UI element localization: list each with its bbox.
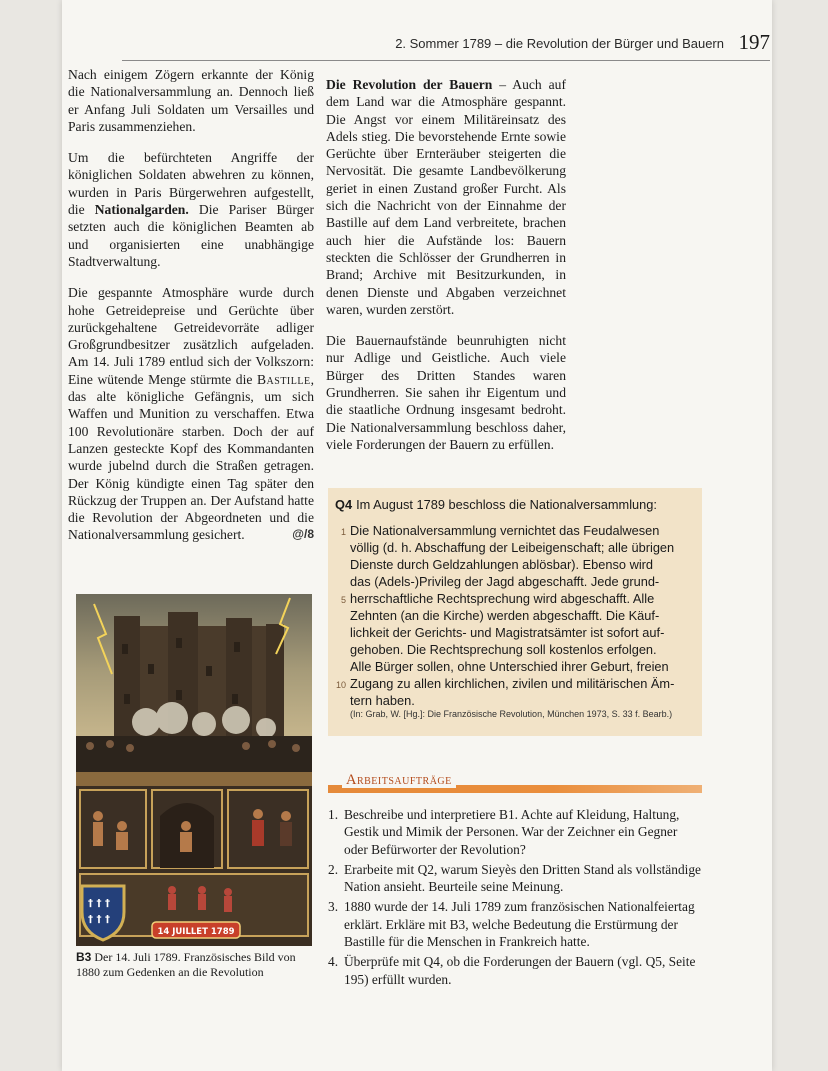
bastille-painting [76, 594, 312, 946]
task-text: Beschreibe und interpretiere B1. Achte auf Kleidung, Haltung, Gestik und Mimik der Personen. War der Zeichner ein Gegner oder Befürworter der Revolution? [344, 807, 680, 857]
source-label: Q4 [335, 497, 353, 512]
source-title-text: Im August 1789 beschloss die Nationalversammlung: [356, 497, 657, 512]
line-number: 5 [340, 595, 346, 605]
bastille-illustration [76, 594, 312, 946]
task-number: 3. [328, 899, 339, 915]
figure-caption [76, 950, 312, 980]
source-q4-box [328, 488, 702, 736]
task-text: Erarbeite mit Q2, warum Sieyès den Dritten Stand als vollständige Nation ansieht. Beurteile seine Meinung. [344, 861, 702, 895]
paragraph-bastille [68, 284, 314, 543]
line-text: völlig (d. h. Abschaffung der Leibeigenschaft; alle übrigen [350, 540, 675, 555]
caption-text: Der 14. Juli 1789. Französisches Bild von 1880 zum Gedenken an die Revolution [76, 950, 296, 979]
tasks-list [328, 806, 702, 991]
source-line [328, 522, 702, 539]
term-nationalgarden: Nationalgarden. [94, 202, 189, 218]
paragraph-peasant-revolution [326, 76, 566, 318]
svg-text:† † †: † † † [88, 898, 110, 909]
right-column [326, 76, 566, 467]
line-text: herrschaftliche Rechtsprechung wird abgeschafft. Alle [350, 591, 655, 606]
source-line [328, 607, 702, 624]
line-number: 1 [340, 527, 346, 537]
source-text [328, 522, 702, 709]
svg-text:† † †: † † † [88, 914, 110, 925]
line-text: Alle Bürger sollen, ohne Unterschied ihrer Geburt, freien [350, 659, 669, 674]
task-item [328, 953, 702, 988]
source-line [328, 675, 702, 692]
paragraph-king-recognition: Nach einigem Zögern erkannte der König die Nationalversammlung an. Dennoch ließ er Anfang Juli Soldaten um Versailles und Paris zusammenziehen. [68, 67, 314, 134]
line-text: tern haben. [350, 693, 415, 708]
source-line [328, 556, 702, 573]
line-text: Dienste durch Geldzahlungen ablösbar). Ebenso wird [350, 557, 654, 572]
page-number: 197 [738, 30, 770, 54]
source-title [335, 496, 699, 513]
line-text: Zugang zu allen kirchlichen, zivilen und militärischen Äm- [350, 676, 675, 691]
left-column [68, 66, 314, 558]
page-header [122, 30, 770, 61]
paragraph-text: , das alte königliche Gefängnis, um sich Waffen und Munition zu verschaffen. Etwa 100 Revolutionäre starben. Doch der auf Lanzen gesteckte Kopf des Kommandanten wurde jubelnd durch die Straßen getragen. Der König kündigte einen Tag später den Rückzug der Truppen an. Der Aufstand hatte die Revolution der Abgeordneten und die Nationalversammlung gesichert. [68, 371, 314, 543]
source-line [328, 641, 702, 658]
paragraph-text: Die Pariser Bürger setzten auch die königlichen Beamten ab und organisierten eine unabhängige Stadtverwaltung. [68, 202, 314, 269]
term-revolution-der-bauern: Die Revolution der Bauern [326, 77, 493, 92]
task-item [328, 806, 702, 858]
paragraph-national-guards [68, 149, 314, 270]
task-number: 1. [328, 807, 339, 822]
media-code-icon: @/8 [292, 527, 314, 542]
tasks-header-label [342, 772, 456, 789]
running-title: 2. Sommer 1789 – die Revolution der Bürger und Bauern [395, 36, 724, 51]
source-line [328, 658, 702, 675]
line-text: gehoben. Die Rechtsprechung soll kostenlos erfolgen. [350, 642, 657, 657]
paragraph-text: Die gespannte Atmosphäre wurde durch hohe Getreidepreise und Gerüchte über zurückgehaltene Getreidevorräte adliger Großgrundbesitzer zusätzlich aufgeladen. Am 14. Juli 1789 entlud sich der Volkszorn: Eine wütende Menge stürmte die [68, 285, 314, 387]
tasks-header-text: Arbeitsaufträge [342, 772, 456, 788]
line-text: Zehnten (an die Kirche) werden abgeschafft. Die Käuf- [350, 608, 660, 623]
source-line [328, 539, 702, 556]
paragraph-peasant-uprisings: Die Bauernaufstände beunruhigten nicht nur Adlige und Geistliche. Auch viele Bürger des Dritten Standes waren Grundherren. Sie sahen ihr Eigentum und die staatliche Ordnung insgesamt bedroht. Die Nationalversammlung beschloss daher, viele Forderungen der Bauern zu erfüllen. [326, 333, 566, 452]
task-number: 2. [328, 861, 339, 877]
task-item [328, 861, 702, 896]
banner-date: 14 JUILLET 1789 [157, 927, 235, 937]
line-text: Die Nationalversammlung vernichtet das Feudalwesen [350, 523, 660, 538]
term-bastille: Bastille [256, 371, 311, 387]
task-number: 4. [328, 954, 339, 970]
line-number: 10 [335, 680, 346, 690]
source-line [328, 573, 702, 590]
paragraph-text: – Auch auf dem Land war die Atmosphäre gespannt. Die Angst vor einem Militäreinsatz des Adels stieg. Die bevorstehende Ernte sowie Gerüchte über Ernteräuber steigerten die Nervosität. Die gesamte Landbevölkerung geriet in einen Zustand großer Furcht. Als sich die Nachricht von der Einnahme der Bastille auf dem Land verbreitete, brachen auch hier die Aufstände los: Bauern steckten die Schlösser der Grundherren in Brand; Archive mit Besitzurkunden, in denen Dienste und Abgaben verzeichnet waren, wurden zerstört. [326, 77, 566, 317]
caption-label: B3 [76, 950, 92, 964]
line-text: lichkeit der Gerichts- und Magistratsämter ist sofort auf- [350, 625, 665, 640]
line-text: das (Adels-)Privileg der Jagd abgeschafft. Jede grund- [350, 574, 660, 589]
task-text: 1880 wurde der 14. Juli 1789 zum französischen Nationalfeiertag erklärt. Erkläre mit B3, welche Bedeutung die Erstürmung der Bastille für die Menschen in Frankreich hatte. [344, 899, 695, 950]
task-item [328, 898, 702, 950]
source-line [328, 624, 702, 641]
textbook-page [62, 0, 772, 1071]
paragraph-text: Um die befürchteten Angriffe der königlichen Soldaten abwehren zu können, wurden in Paris Bürgerwehren aufgestellt, die [68, 150, 314, 218]
source-citation: (In: Grab, W. [Hg.]: Die Französische Revolution, München 1973, S. 33 f. Bearb.) [350, 709, 673, 719]
source-line [328, 590, 702, 607]
task-text: Überprüfe mit Q4, ob die Forderungen der Bauern (vgl. Q5, Seite 195) erfüllt wurden. [344, 954, 696, 987]
tasks-section-header [328, 772, 702, 796]
